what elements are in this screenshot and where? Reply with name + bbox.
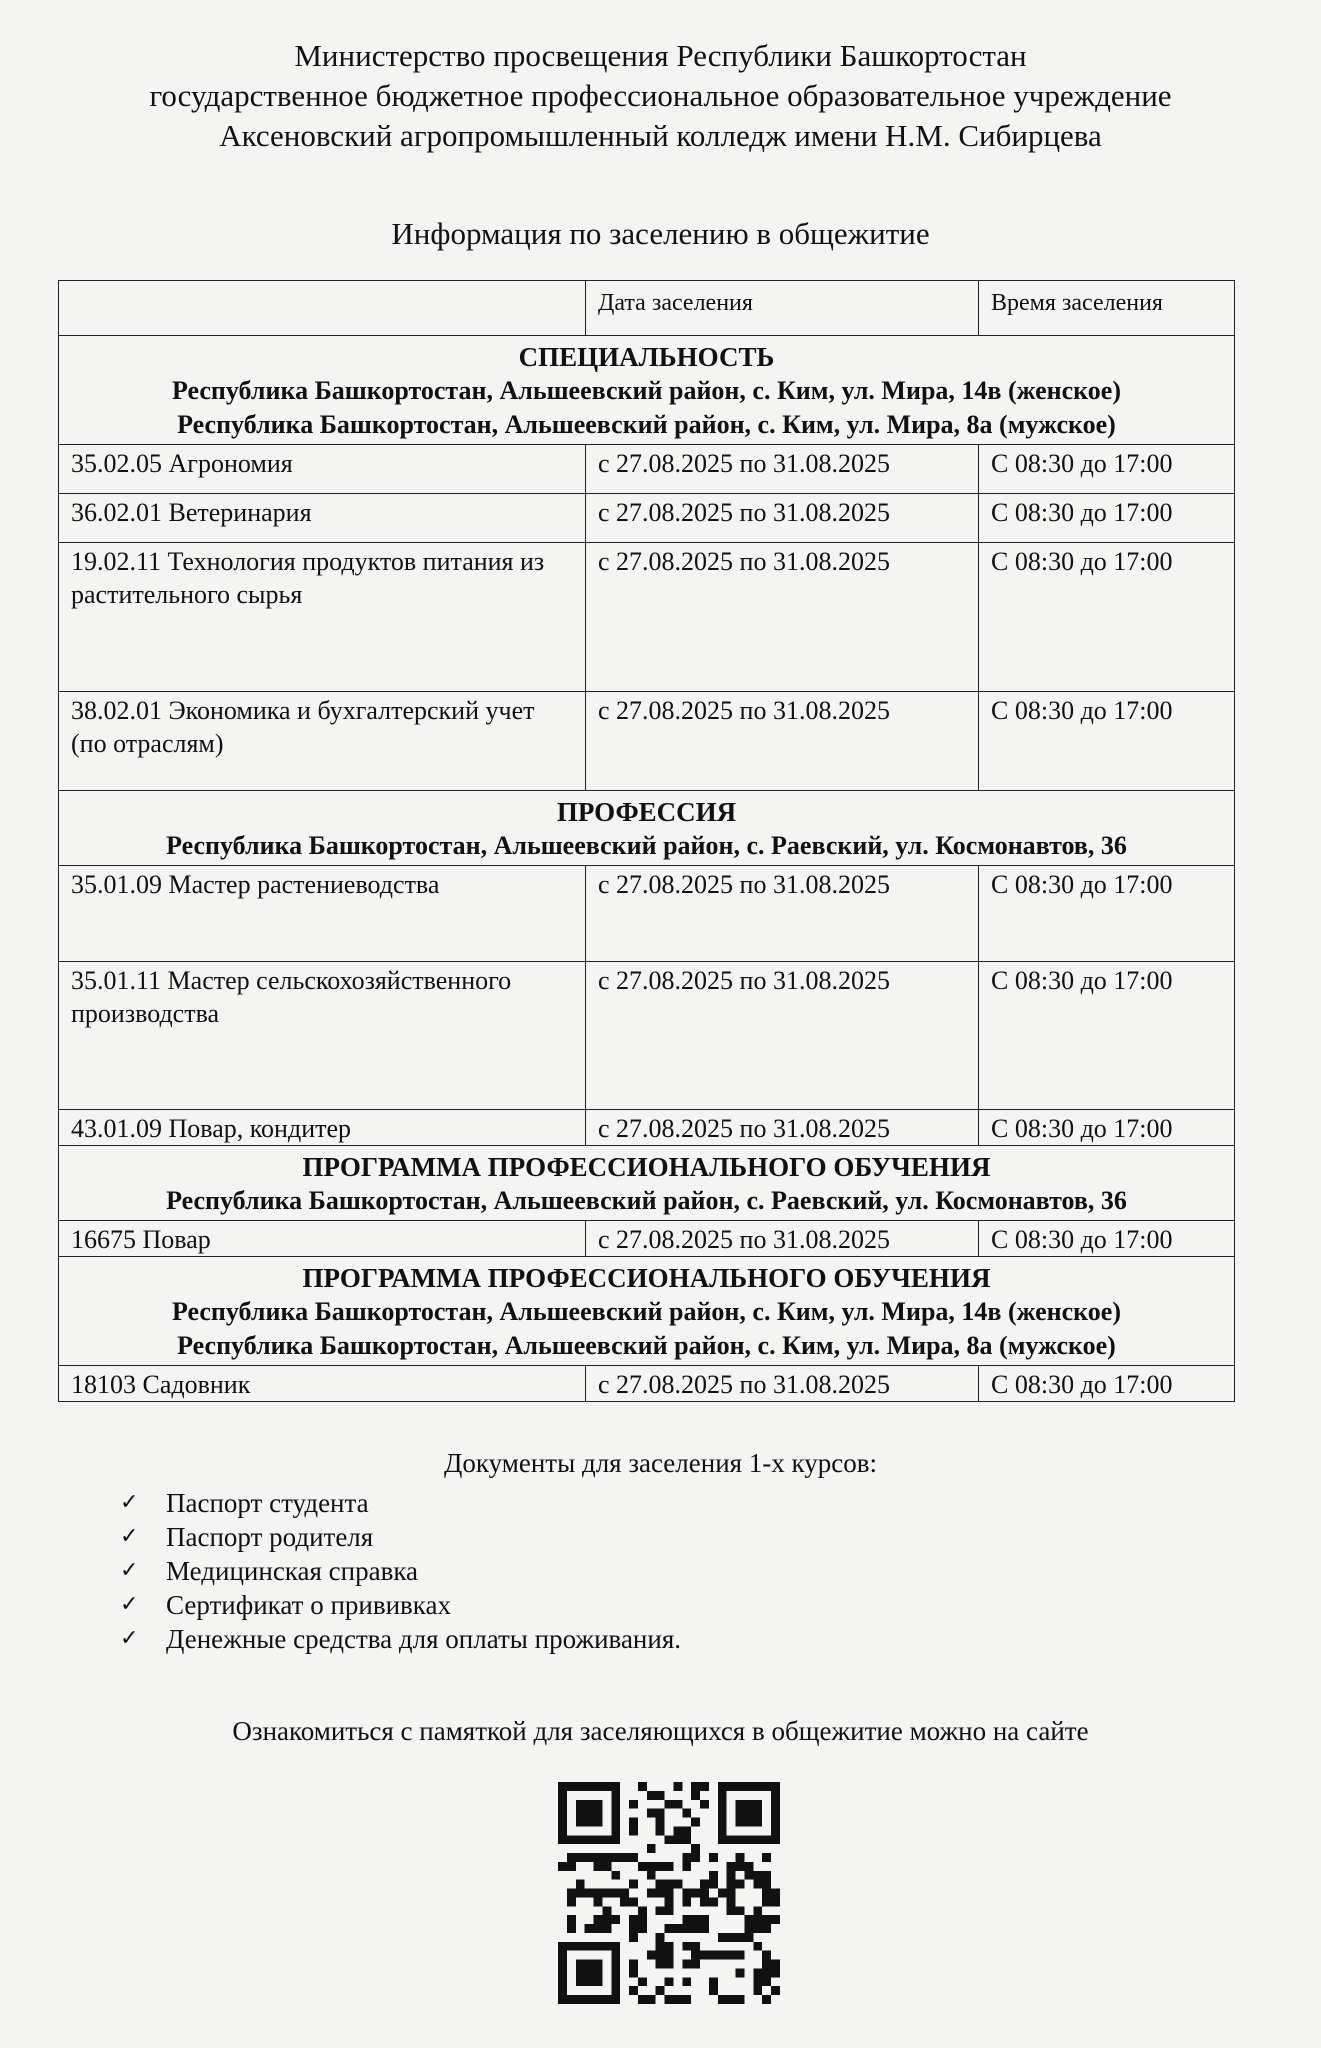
section-address: Республика Башкортостан, Альшеевский район, с. Ким, ул. Мира, 8а (мужское) [177, 1331, 1116, 1360]
table-row [59, 445, 1235, 494]
time-cell: С 08:30 до 17:00 [979, 1110, 1235, 1146]
qr-code-icon[interactable] [558, 1782, 780, 2004]
program-name-cell: 16675 Повар [59, 1221, 586, 1257]
table-row [59, 692, 1235, 791]
document-header [0, 36, 1321, 156]
website-note: Ознакомиться с памяткой для заселяющихся в общежитие можно на сайте [232, 1716, 1089, 1746]
time-cell: С 08:30 до 17:00 [979, 543, 1235, 692]
checkmark-icon: ✓ [120, 1490, 139, 1515]
program-name-cell: 35.01.09 Мастер растениеводства [59, 866, 586, 962]
table-row [59, 1366, 1235, 1402]
section-header [59, 1257, 1235, 1366]
time-cell: С 08:30 до 17:00 [979, 866, 1235, 962]
document-item [120, 1588, 681, 1622]
date-cell: с 27.08.2025 по 31.08.2025 [586, 962, 979, 1110]
section-header-row [59, 1146, 1235, 1221]
documents-list [120, 1486, 681, 1656]
time-cell: С 08:30 до 17:00 [979, 692, 1235, 791]
section-header-row [59, 791, 1235, 866]
date-cell: с 27.08.2025 по 31.08.2025 [586, 445, 979, 494]
document-item [120, 1486, 681, 1520]
checkmark-icon: ✓ [120, 1524, 139, 1549]
column-header-time: Время заселения [979, 281, 1235, 336]
section-address: Республика Башкортостан, Альшеевский район, с. Раевский, ул. Космонавтов, 36 [166, 831, 1127, 860]
document-item-label: Сертификат о прививках [166, 1590, 451, 1620]
date-cell: с 27.08.2025 по 31.08.2025 [586, 1221, 979, 1257]
program-name-cell: 35.01.11 Мастер сельскохозяйственного производства [59, 962, 586, 1110]
section-title: ПРОФЕССИЯ [556, 797, 737, 827]
checkmark-icon: ✓ [120, 1626, 139, 1651]
table-row [59, 1110, 1235, 1146]
checkmark-icon: ✓ [120, 1558, 139, 1583]
section-title: СПЕЦИАЛЬНОСТЬ [518, 342, 775, 372]
section-address: Республика Башкортостан, Альшеевский район, с. Раевский, ул. Космонавтов, 36 [166, 1186, 1127, 1215]
document-item-label: Медицинская справка [166, 1556, 419, 1586]
dormitory-schedule-table [58, 280, 1235, 1402]
column-header-name [59, 281, 586, 336]
date-cell: с 27.08.2025 по 31.08.2025 [586, 543, 979, 692]
section-address: Республика Башкортостан, Альшеевский район, с. Ким, ул. Мира, 8а (мужское) [177, 410, 1116, 439]
program-name-cell: 38.02.01 Экономика и бухгалтерский учет (по отраслям) [59, 692, 586, 791]
program-name-cell: 35.02.05 Агрономия [59, 445, 586, 494]
table-row [59, 543, 1235, 692]
table-header-row [59, 281, 1235, 336]
institution-type-line: государственное бюджетное профессиональное образовательное учреждение [149, 78, 1172, 113]
document-item [120, 1554, 681, 1588]
date-cell: с 27.08.2025 по 31.08.2025 [586, 692, 979, 791]
date-cell: с 27.08.2025 по 31.08.2025 [586, 866, 979, 962]
time-cell: С 08:30 до 17:00 [979, 494, 1235, 543]
info-title: Информация по заселению в общежитие [391, 216, 930, 251]
time-cell: С 08:30 до 17:00 [979, 962, 1235, 1110]
column-header-date: Дата заселения [586, 281, 979, 336]
section-header [59, 1146, 1235, 1221]
section-header-row [59, 336, 1235, 445]
documents-title: Документы для заселения 1-х курсов: [443, 1448, 878, 1478]
date-cell: с 27.08.2025 по 31.08.2025 [586, 494, 979, 543]
checkmark-icon: ✓ [120, 1592, 139, 1617]
date-cell: с 27.08.2025 по 31.08.2025 [586, 1366, 979, 1402]
ministry-line: Министерство просвещения Республики Башкортостан [294, 38, 1027, 73]
document-item [120, 1520, 681, 1554]
date-cell: с 27.08.2025 по 31.08.2025 [586, 1110, 979, 1146]
document-item [120, 1622, 681, 1656]
document-item-label: Паспорт родителя [166, 1522, 374, 1552]
section-address: Республика Башкортостан, Альшеевский район, с. Ким, ул. Мира, 14в (женское) [171, 1297, 1122, 1326]
document-item-label: Денежные средства для оплаты проживания. [166, 1624, 682, 1654]
section-address: Республика Башкортостан, Альшеевский район, с. Ким, ул. Мира, 14в (женское) [171, 376, 1122, 405]
college-name-line: Аксеновский агропромышленный колледж имени Н.М. Сибирцева [219, 118, 1102, 153]
table-row [59, 494, 1235, 543]
program-name-cell: 19.02.11 Технология продуктов питания из растительного сырья [59, 543, 586, 692]
program-name-cell: 43.01.09 Повар, кондитер [59, 1110, 586, 1146]
section-header-row [59, 1257, 1235, 1366]
table-row [59, 866, 1235, 962]
time-cell: С 08:30 до 17:00 [979, 445, 1235, 494]
program-name-cell: 18103 Садовник [59, 1366, 586, 1402]
section-title: ПРОГРАММА ПРОФЕССИОНАЛЬНОГО ОБУЧЕНИЯ [302, 1263, 991, 1293]
time-cell: С 08:30 до 17:00 [979, 1221, 1235, 1257]
document-item-label: Паспорт студента [166, 1488, 369, 1518]
table-row [59, 1221, 1235, 1257]
program-name-cell: 36.02.01 Ветеринария [59, 494, 586, 543]
section-header [59, 791, 1235, 866]
table-row [59, 962, 1235, 1110]
section-title: ПРОГРАММА ПРОФЕССИОНАЛЬНОГО ОБУЧЕНИЯ [302, 1152, 991, 1182]
section-header [59, 336, 1235, 445]
time-cell: С 08:30 до 17:00 [979, 1366, 1235, 1402]
